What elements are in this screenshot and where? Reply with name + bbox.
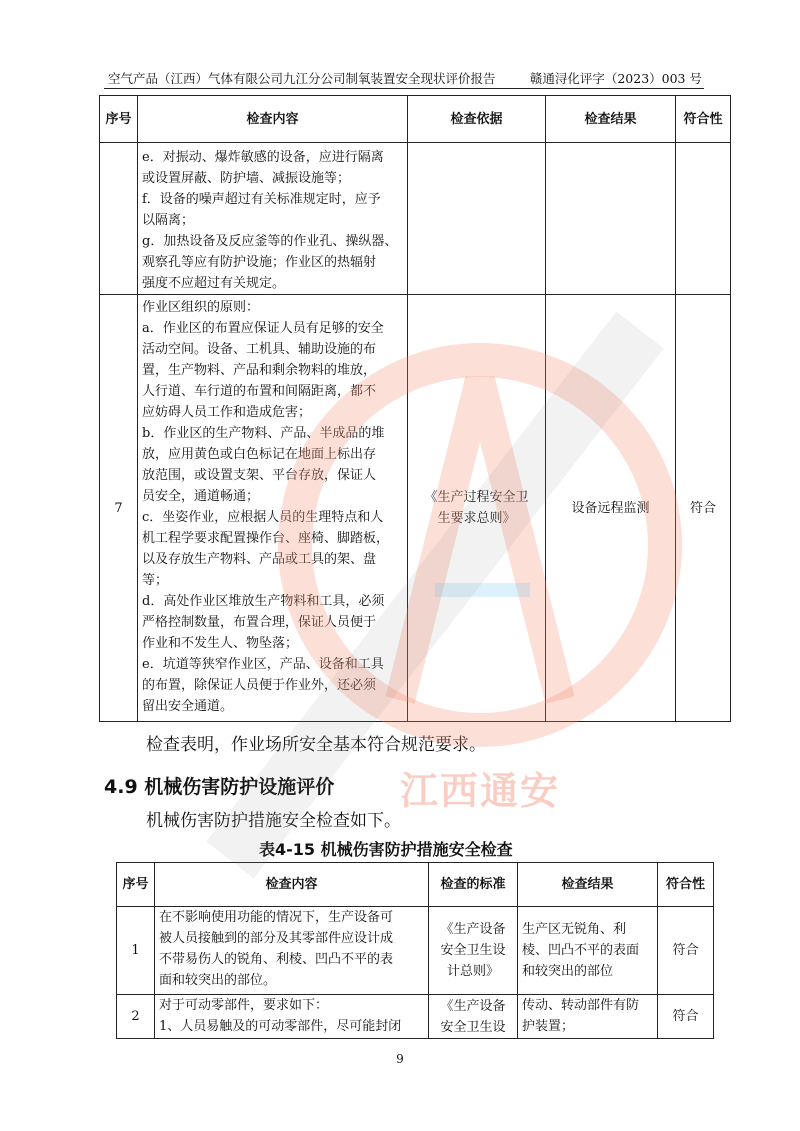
row-standard: 《生产设备 安全卫生设 计总则》 [429, 907, 518, 995]
col-header-content: 检查内容 [155, 863, 429, 907]
col-header-basis: 检查依据 [408, 96, 546, 143]
row-content: 作业区组织的原则： a．作业区的布置应保证人员有足够的安全 活动空间。设备、工机具、辅助设施的布 置，生产物料、产品和剩余物料的堆放， 人行道、车行道的布置和间隔距离，都不 应妨碍人员工作和造成危害； b．作业区的生产物料、产品、半成品的堆 放，应用黄色或白色标记在地面上标出存 放范围，或设置支架、平台存放，保证人 员安全，通道畅通； c．坐姿作业，应根据人员的生理特点和人 机工程学要求配置操作台、座椅、脚踏板， 以及存放生产物料、产品或工具的架、盘 等； d．高处作业区堆放生产物料和工具，必须 严格控制数量，布置合理，保证人员便于 作业和不发生人、物坠落； e．坑道等狭窄作业区，产品、设备和工具 的布置，除保证人员便于作业外，还必须 留出安全通道。 [138, 295, 408, 722]
row-content: 在不影响使用功能的情况下，生产设备可 被人员接触到的部分及其零部件应设计成 不带易伤人的锐角、利棱、凹凸不平的表 面和较突出的部位。 [155, 907, 429, 995]
col-header-result: 检查结果 [518, 863, 658, 907]
table-row [100, 295, 731, 722]
col-header-no: 序号 [117, 863, 155, 907]
row-number: 7 [100, 295, 138, 722]
col-header-standard: 检查的标准 [429, 863, 518, 907]
header-report-title: 空气产品（江西）气体有限公司九江分公司制氧装置安全现状评价报告 [108, 71, 496, 86]
table-row [117, 995, 714, 1039]
row-number: 2 [117, 995, 155, 1039]
col-header-content: 检查内容 [138, 96, 408, 143]
page-header [104, 66, 704, 89]
row-conformity: 符合 [658, 995, 714, 1039]
row-standard: 《生产设备 安全卫生设 [429, 995, 518, 1039]
row-conformity: 符合 [676, 295, 731, 722]
row-number [100, 143, 138, 295]
table-row [117, 907, 714, 995]
row-basis [408, 143, 546, 295]
row-result: 设备远程监测 [546, 295, 676, 722]
watermark-stamp-text: 江西通安 [400, 769, 561, 813]
table-header-row [117, 863, 714, 907]
section-heading: 4.9 机械伤害防护设施评价 [104, 776, 335, 798]
table-header-row [100, 96, 731, 143]
page-number: 9 [396, 1052, 404, 1066]
col-header-conformity: 符合性 [658, 863, 714, 907]
row-result [546, 143, 676, 295]
row-number: 1 [117, 907, 155, 995]
row-result: 传动、转动部件有防 护装置； [518, 995, 658, 1039]
conclusion-text: 检查表明，作业场所安全基本符合规范要求。 [146, 735, 486, 755]
row-conformity [676, 143, 731, 295]
table-row [100, 143, 731, 295]
col-header-result: 检查结果 [546, 96, 676, 143]
header-report-number: 赣通浔化评字（2023）003 号 [529, 71, 702, 86]
inspection-table-mechanical [116, 862, 714, 1039]
inspection-table-workplace [99, 95, 731, 722]
row-conformity: 符合 [658, 907, 714, 995]
row-result: 生产区无锐角、利 棱、凹凸不平的表面 和较突出的部位 [518, 907, 658, 995]
col-header-no: 序号 [100, 96, 138, 143]
row-content: e．对振动、爆炸敏感的设备，应进行隔离 或设置屏蔽、防护墙、减振设施等； f．设备的噪声超过有关标准规定时，应予 以隔离； g．加热设备及反应釜等的作业孔、操纵器、 观察孔等应有防护设施；作业区的热辐射 强度不应超过有关规定。 [138, 143, 408, 295]
row-content: 对于可动零部件，要求如下： 1、人员易触及的可动零部件，尽可能封闭 [155, 995, 429, 1039]
table-caption: 表4-15 机械伤害防护措施安全检查 [259, 840, 513, 859]
col-header-conformity: 符合性 [676, 96, 731, 143]
section-intro: 机械伤害防护措施安全检查如下。 [146, 811, 401, 831]
row-basis: 《生产过程安全卫 生要求总则》 [408, 295, 546, 722]
